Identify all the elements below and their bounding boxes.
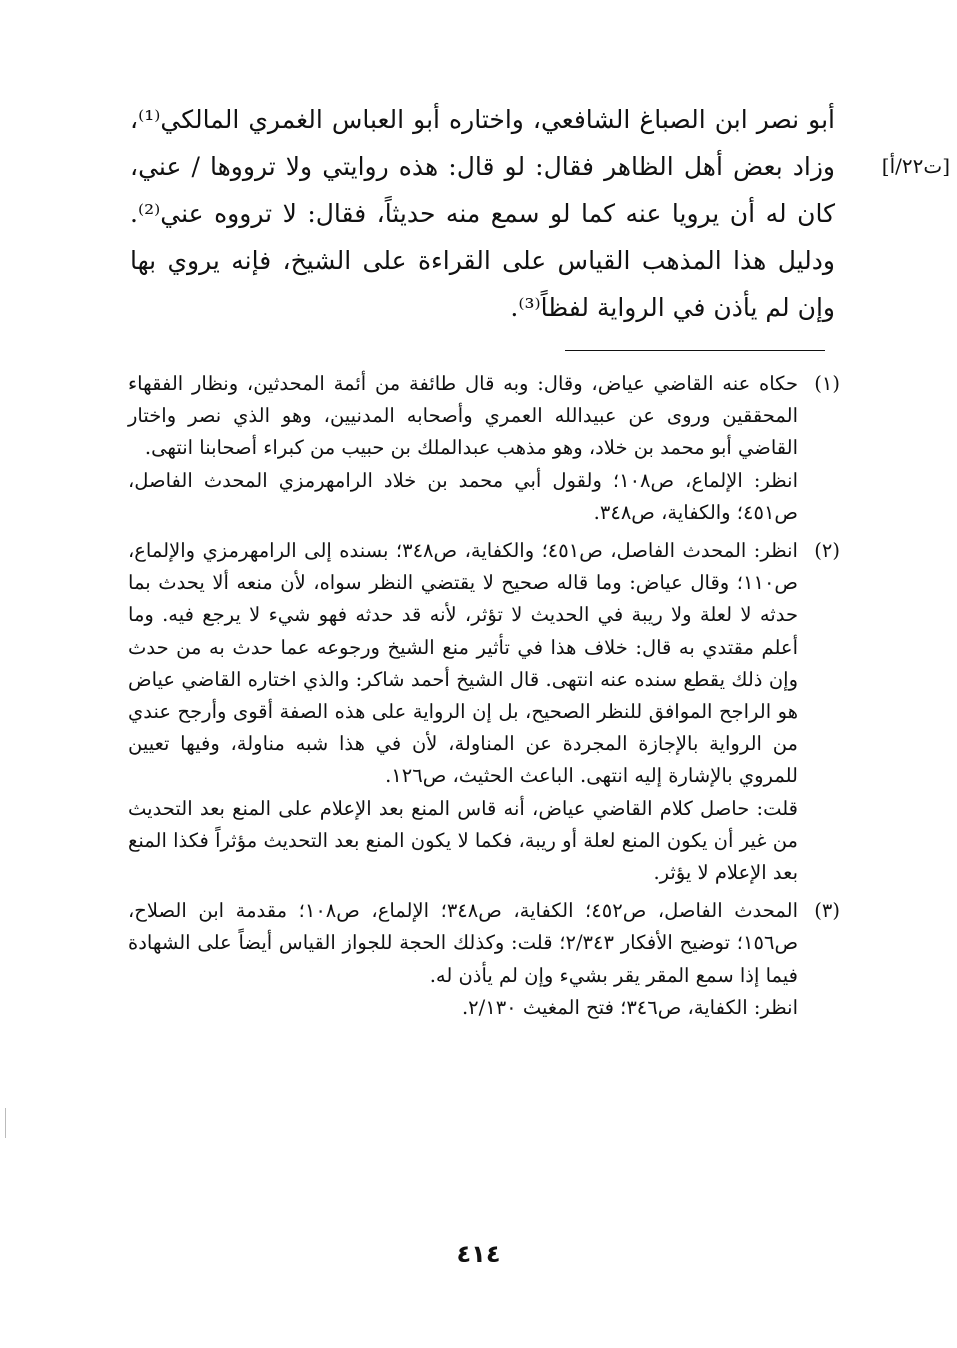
page-number: ٤١٤	[456, 1240, 501, 1268]
footnote-paragraph: انظر: المحدث الفاصل، ص٤٥١؛ والكفاية، ص٣٤٨؛ بسنده إلى الرامهرمزي والإلماع، ص١١٠؛ وقال عياض: وما قاله صحيح لا يقتضي النظر سواه، لأن منعه ألا يحدث بما حدثه لا لعلة ولا ريبة في الحديث لا تؤثر، لأنه قد حدثه فهو شيء لا يرجع فيه. وما أعلم مقتدي به قال: خلاف هذا في تأثير منع الشيخ ورجوعه عما حدث به من حدث وإن ذلك يقطع سنده عنه انتهى. قال الشيخ أحمد شاكر: والذي اختاره القاضي عياض هو الراجح الموافق للنظر الصحيح، بل إن الرواية على هذه الصفة أقوى وأرجح عندي من الرواية بالإجازة المجردة عن المناولة، لأن في هذا شبه مناولة، وفيها تعيين للمروي بالإشارة إليه انتهى. الباعث الحثيث، ص١٢٦.	[128, 539, 798, 788]
footnote-number: (٢)	[814, 539, 840, 563]
footnote-number: (٣)	[814, 899, 840, 923]
footnote-paragraph: حكاه عنه القاضي عياض، وقال: وبه قال طائفة من أئمة المحدثين، ونظار الفقهاء المحققين وروى عن عبيدالله العمري وأصحابه المدنيين، وهو الذي نصر واختار القاضي أبو محمد بن خلاد، وهو مذهب عبدالملك بن حبيب من كبراء أصحابنا انتهى.	[128, 372, 798, 460]
footnote-paragraph: انظر: الإلماع، ص١٠٨؛ ولقول أبي محمد بن خلاد الرامهرمزي المحدث الفاصل، ص٤٥١؛ والكفاية، ص٣٤٨.	[128, 468, 798, 524]
manuscript-folio-reference: [ت٢٢/أ]	[881, 154, 950, 178]
scan-edge-mark	[5, 1108, 6, 1138]
footnote-2	[128, 535, 840, 889]
footnote-paragraph: انظر: الكفاية، ص٣٤٦؛ فتح المغيث ٢/١٣٠.	[461, 995, 798, 1019]
footnote-3	[128, 895, 840, 1024]
footnotes-section	[128, 368, 840, 1030]
main-paragraph: أبو نصر ابن الصباغ الشافعي، واختاره أبو العباس الغمري المالكي⁽¹⁾، وزاد بعض أهل الظاهر فقال: لو قال: هذه روايتي ولا ترووها / عني، كان له أن يرويا عنه كما لو سمع منه حديثاً، فقال: لا ترووه عني⁽²⁾. ودليل هذا المذهب القياس على القراءة على الشيخ، فإنه يروي بها وإن لم يأذن في الرواية لفظاً⁽³⁾.	[130, 105, 835, 322]
footnote-paragraph: قلت: حاصل كلام القاضي عياض، أنه قاس المنع بعد الإعلام على المنع بعد التحديث من غير أن يكون المنع لعلة أو ريبة، فكما لا يكون المنع بعد التحديث مؤثراً فكذا المنع بعد الإعلام لا يؤثر.	[128, 796, 798, 885]
footnote-number: (١)	[814, 372, 840, 395]
footnote-1	[128, 368, 840, 529]
footnote-paragraph: المحدث الفاصل، ص٤٥٢؛ الكفاية، ص٣٤٨؛ الإلماع، ص١٠٨؛ مقدمة ابن الصلاح، ص١٥٦؛ توضيح الأفكار ٢/٣٤٣؛ قلت: وكذلك الحجة للجواز القياس أيضاً على الشهادة فيما إذا سمع المقر يقر بشيء وإن لم يأذن له.	[128, 899, 799, 987]
footnote-separator-line	[565, 350, 825, 351]
main-text-body	[130, 96, 835, 331]
